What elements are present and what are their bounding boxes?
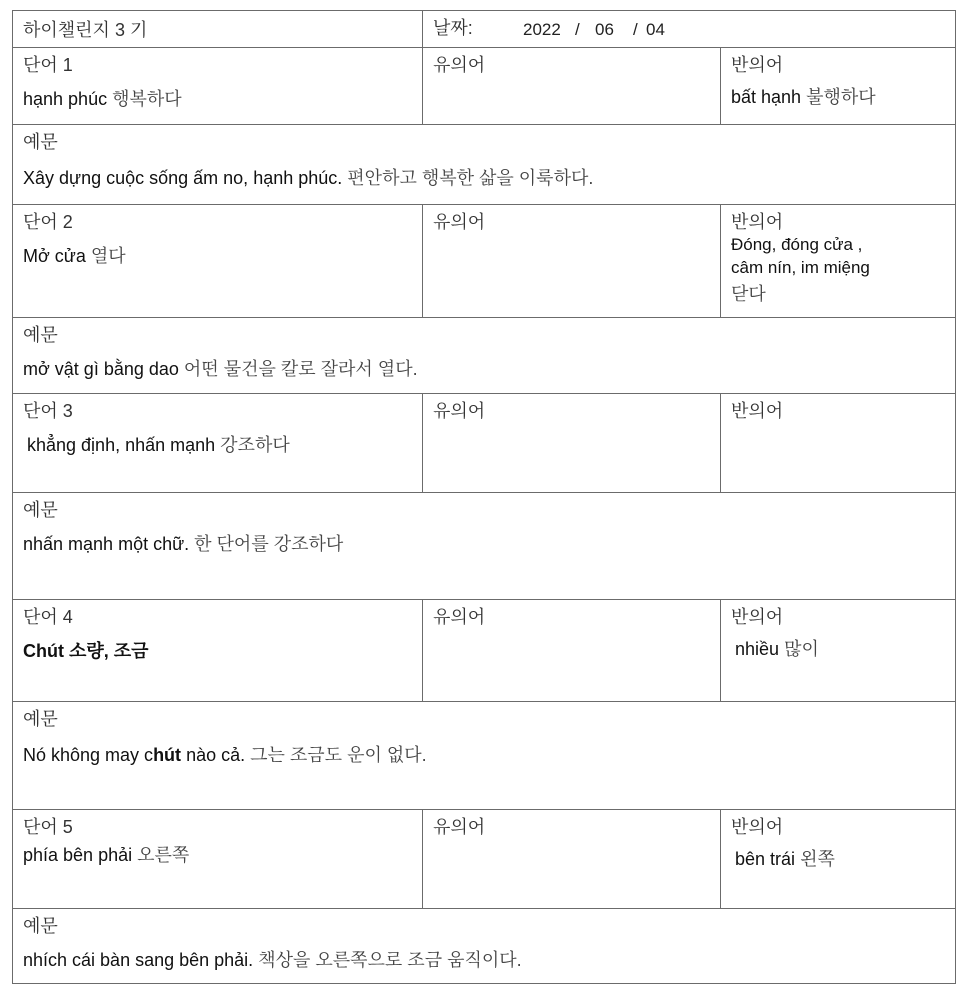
antonym-korean: 닫다 bbox=[731, 284, 766, 304]
example-cell-2 bbox=[12, 317, 956, 394]
date-sep-1: / bbox=[575, 20, 580, 39]
synonym-label: 유의어 bbox=[433, 212, 486, 232]
word-cell-2 bbox=[12, 204, 423, 318]
word-label: 단어 bbox=[23, 817, 58, 837]
example-label: 예문 bbox=[23, 325, 58, 345]
word-number: 4 bbox=[62, 607, 73, 627]
example-korean: 그는 조금도 운이 없다. bbox=[250, 745, 427, 765]
example-cell-4 bbox=[12, 701, 956, 810]
synonym-cell-1 bbox=[422, 47, 721, 125]
date-label: 날짜: bbox=[433, 18, 473, 38]
word-label: 단어 bbox=[23, 607, 58, 627]
antonym-korean: 불행하다 bbox=[806, 87, 876, 107]
word-vietnamese: phía bên phải bbox=[23, 845, 133, 865]
header-date-cell bbox=[422, 10, 956, 48]
synonym-cell-4 bbox=[422, 599, 721, 702]
date-sep-2: / bbox=[633, 20, 638, 39]
example-korean: 편안하고 행복한 삶을 이룩하다. bbox=[347, 168, 594, 188]
word-number: 2 bbox=[62, 212, 73, 232]
example-korean: 한 단어를 강조하다 bbox=[194, 534, 344, 554]
word-number: 5 bbox=[62, 817, 73, 837]
word-korean: 강조하다 bbox=[220, 435, 290, 455]
antonym-label: 반의어 bbox=[731, 55, 784, 75]
antonym-vietnamese: nhiều bbox=[735, 639, 780, 659]
example-vietnamese: Nó không may c bbox=[23, 745, 154, 765]
word-label: 단어 bbox=[23, 212, 58, 232]
antonym-korean: 왼쪽 bbox=[800, 849, 835, 869]
antonym-vietnamese: bên trái bbox=[735, 849, 796, 869]
example-vietnamese-bold: hút bbox=[153, 745, 182, 765]
example-vietnamese-rest: nào cả. bbox=[186, 745, 246, 765]
word-number: 1 bbox=[62, 55, 73, 75]
antonym-cell-2 bbox=[720, 204, 956, 318]
synonym-label: 유의어 bbox=[433, 607, 486, 627]
word-number: 3 bbox=[62, 401, 73, 421]
example-cell-1 bbox=[12, 124, 956, 205]
word-korean: 오른쪽 bbox=[137, 845, 190, 865]
antonym-label: 반의어 bbox=[731, 212, 784, 232]
synonym-cell-3 bbox=[422, 393, 721, 493]
synonym-label: 유의어 bbox=[433, 817, 486, 837]
antonym-vietnamese-2: câm nín, im miệng bbox=[731, 258, 870, 277]
antonym-cell-3 bbox=[720, 393, 956, 493]
example-vietnamese: nhấn mạnh một chữ. bbox=[23, 534, 190, 554]
example-vietnamese: mở vật gì bằng dao bbox=[23, 359, 179, 379]
antonym-vietnamese: bất hạnh bbox=[731, 87, 802, 107]
word-vietnamese: hạnh phúc bbox=[23, 89, 108, 109]
word-cell-3 bbox=[12, 393, 423, 493]
antonym-cell-5 bbox=[720, 809, 956, 909]
synonym-cell-2 bbox=[422, 204, 721, 318]
antonym-cell-4 bbox=[720, 599, 956, 702]
example-label: 예문 bbox=[23, 500, 58, 520]
sheet-title: 하이챌린지 3 기 bbox=[23, 20, 148, 40]
word-cell-5 bbox=[12, 809, 423, 909]
date-day: 04 bbox=[646, 20, 665, 39]
word-label: 단어 bbox=[23, 401, 58, 421]
example-cell-3 bbox=[12, 492, 956, 600]
example-vietnamese: Xây dựng cuộc sống ấm no, bbox=[23, 168, 249, 188]
antonym-label: 반의어 bbox=[731, 401, 784, 421]
example-label: 예문 bbox=[23, 132, 58, 152]
synonym-cell-5 bbox=[422, 809, 721, 909]
date-year: 2022 bbox=[523, 20, 561, 39]
antonym-vietnamese: Đóng, đóng cửa , bbox=[731, 235, 863, 254]
header-title-cell bbox=[12, 10, 423, 48]
antonym-label: 반의어 bbox=[731, 607, 784, 627]
word-cell-1 bbox=[12, 47, 423, 125]
synonym-label: 유의어 bbox=[433, 401, 486, 421]
word-text: Chút 소량, 조금 bbox=[23, 641, 149, 661]
word-vietnamese: Mở cửa bbox=[23, 246, 86, 266]
example-vietnamese-highlight: hạnh phúc. bbox=[253, 168, 343, 188]
example-label: 예문 bbox=[23, 709, 58, 729]
antonym-korean: 많이 bbox=[784, 639, 819, 659]
word-korean: 행복하다 bbox=[112, 89, 182, 109]
example-label: 예문 bbox=[23, 916, 58, 936]
date-month: 06 bbox=[595, 20, 614, 39]
word-vietnamese: khẳng định, nhấn mạnh bbox=[27, 435, 216, 455]
antonym-label: 반의어 bbox=[731, 817, 784, 837]
antonym-cell-1 bbox=[720, 47, 956, 125]
example-korean: 책상을 오른쪽으로 조금 움직이다. bbox=[258, 950, 522, 970]
synonym-label: 유의어 bbox=[433, 55, 486, 75]
example-vietnamese: nhích cái bàn sang bên phải. bbox=[23, 950, 254, 970]
word-label: 단어 bbox=[23, 55, 58, 75]
example-korean: 어떤 물건을 칼로 잘라서 열다. bbox=[183, 359, 418, 379]
word-cell-4 bbox=[12, 599, 423, 702]
vocabulary-sheet bbox=[12, 10, 956, 984]
example-cell-5 bbox=[12, 908, 956, 984]
word-korean: 열다 bbox=[90, 246, 126, 266]
